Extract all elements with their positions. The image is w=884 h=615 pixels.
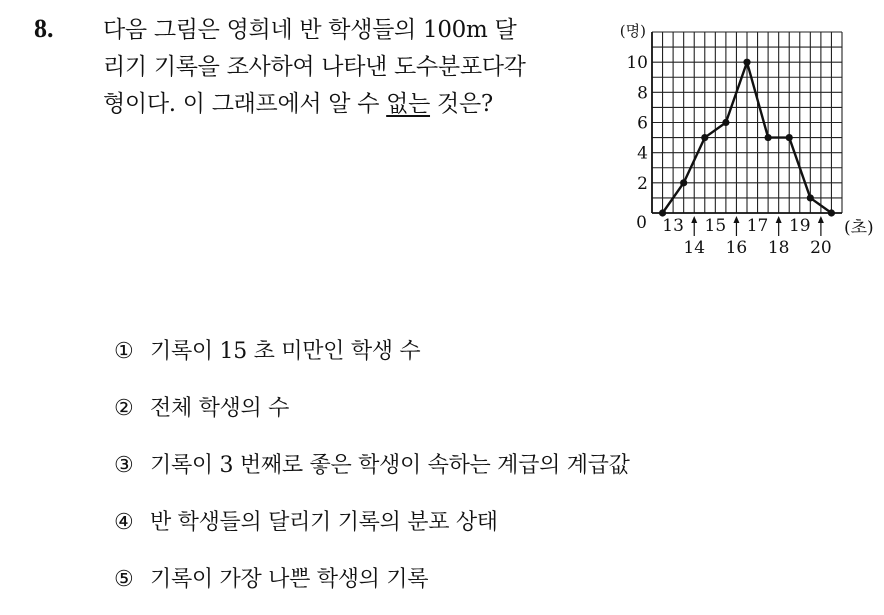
data-point: [786, 134, 793, 141]
x-tick-label-bottom: 16: [725, 238, 748, 258]
tick-arrow-head: [733, 216, 739, 223]
choice-1[interactable]: [114, 330, 630, 387]
question-line-3-end: 것은?: [430, 91, 493, 117]
choice-number: ①: [114, 339, 134, 364]
data-point: [701, 134, 708, 141]
choice-text: 기록이 15 초 미만인 학생 수: [150, 339, 421, 364]
y-tick-label: 8: [637, 83, 648, 104]
x-axis-label: (초): [844, 218, 874, 238]
data-point: [828, 209, 835, 216]
choice-text: 전체 학생의 수: [150, 396, 290, 421]
choice-number: ⑤: [114, 567, 134, 592]
choice-4[interactable]: [114, 501, 630, 558]
underlined-word: 없는: [386, 91, 431, 117]
x-tick-label-bottom: 14: [683, 238, 706, 258]
x-tick-label-top: 15: [704, 216, 727, 236]
tick-arrow-head: [818, 216, 824, 223]
data-point: [680, 179, 687, 186]
x-tick-label-bottom: 18: [767, 238, 790, 258]
choice-text: 기록이 3 번째로 좋은 학생이 속하는 계급의 계급값: [150, 453, 630, 478]
tick-arrow-head: [691, 216, 697, 223]
question-line-1: 다음 그림은 영희네 반 학생들의 100m 달: [103, 17, 517, 43]
x-tick-label-bottom: 20: [810, 238, 832, 258]
data-point: [743, 59, 750, 66]
y-tick-label: 6: [637, 113, 648, 134]
y-tick-label: 10: [626, 53, 648, 74]
answer-choices: [114, 330, 630, 615]
x-tick-label-top: 13: [662, 216, 684, 236]
x-tick-label-top: 17: [746, 216, 769, 236]
choice-number: ③: [114, 453, 134, 478]
choice-text: 반 학생들의 달리기 기록의 분포 상태: [150, 510, 498, 535]
origin-label: 0: [636, 213, 647, 233]
y-axis-label: (명): [619, 22, 646, 40]
choice-2[interactable]: [114, 387, 630, 444]
frequency-polygon-chart: [600, 14, 874, 262]
choice-text: 기록이 가장 나쁜 학생의 기록: [150, 567, 429, 592]
question-text: [103, 12, 593, 123]
data-point: [765, 134, 772, 141]
data-point: [722, 119, 729, 126]
question-line-3: [103, 86, 593, 123]
choice-number: ②: [114, 396, 134, 421]
choice-number: ④: [114, 510, 134, 535]
x-tick-label-top: 19: [788, 216, 811, 236]
question-number: 8.: [34, 14, 54, 43]
tick-arrow-head: [776, 216, 782, 223]
chart-svg: [600, 14, 874, 262]
data-point: [807, 194, 814, 201]
choice-3[interactable]: [114, 444, 630, 501]
y-tick-label: 4: [637, 143, 648, 164]
question-line-3-start: 형이다. 이 그래프에서 알 수: [103, 91, 387, 117]
choice-5[interactable]: [114, 558, 630, 615]
y-tick-label: 2: [637, 173, 648, 194]
question-line-2: 리기 기록을 조사하여 나타낸 도수분포다각: [103, 54, 526, 80]
